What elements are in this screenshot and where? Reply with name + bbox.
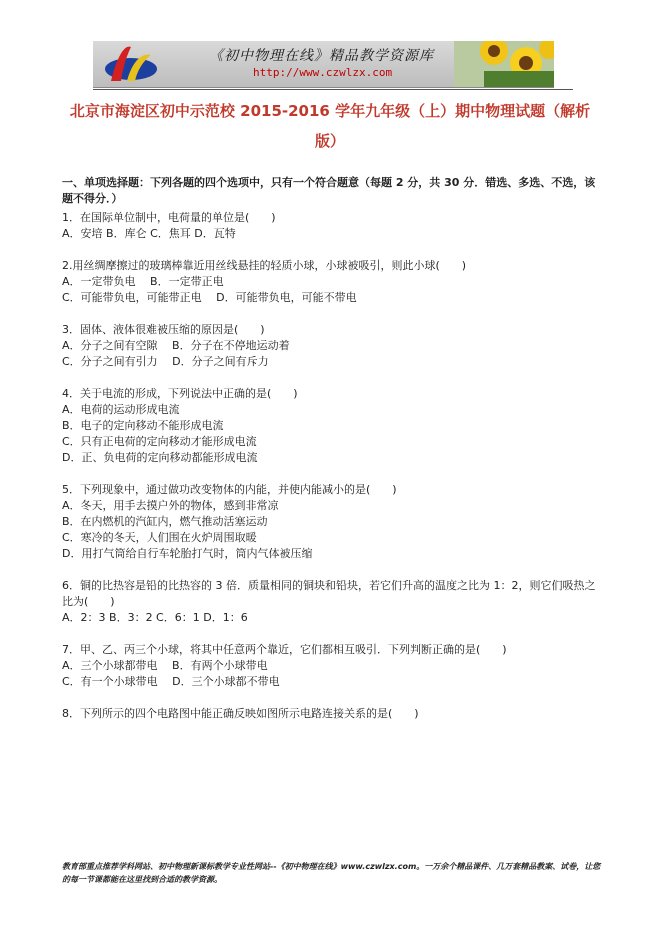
question-5 xyxy=(62,482,602,562)
question-line: 5．下列现象中，通过做功改变物体的内能，并使内能减小的是( ) xyxy=(62,483,397,496)
question-7 xyxy=(62,642,602,690)
question-line: 2.用丝绸摩擦过的玻璃棒靠近用丝线悬挂的轻质小球，小球被吸引，则此小球( ) xyxy=(62,259,467,272)
question-line: 6．铜的比热容是铅的比热容的 3 倍．质量相同的铜块和铅块，若它们升高的温度之比为 1：2，则它们吸热之比为( ) xyxy=(62,579,596,608)
question-line: C．分子之间有引力 D．分子之间有斥力 xyxy=(62,355,269,368)
site-banner xyxy=(93,41,554,88)
question-line: C．可能带负电，可能带正电 D．可能带负电，可能不带电 xyxy=(62,291,357,304)
question-line: D．用打气筒给自行车轮胎打气时，筒内气体被压缩 xyxy=(62,547,313,560)
question-line: C．寒冷的冬天，人们围在火炉周围取暖 xyxy=(62,531,257,544)
question-line: A．冬天，用手去摸户外的物体，感到非常凉 xyxy=(62,499,279,512)
question-line: C．只有正电荷的定向移动才能形成电流 xyxy=(62,435,257,448)
question-line: 4．关于电流的形成，下列说法中正确的是( ) xyxy=(62,387,298,400)
question-line: 8．下列所示的四个电路图中能正确反映如图所示电路连接关系的是( ) xyxy=(62,707,419,720)
sunflower-icon xyxy=(454,41,554,87)
banner-url[interactable]: http://www.czwlzx.com xyxy=(253,66,393,79)
question-line: A．2：3 B．3：2 C．6：1 D．1：6 xyxy=(62,611,248,624)
section-heading: 一、单项选择题：下列各题的四个选项中，只有一个符合题意（每题 2 分，共 30 分．错选、多选、不选，该题不得分．） xyxy=(62,176,596,205)
question-8 xyxy=(62,706,602,722)
question-line: C．有一个小球带电 D．三个小球都不带电 xyxy=(62,675,280,688)
question-line: A．一定带负电 B．一定带正电 xyxy=(62,275,224,288)
question-line: 3．固体、液体很难被压缩的原因是( ) xyxy=(62,323,265,336)
question-line: A．分子之间有空隙 B．分子在不停地运动着 xyxy=(62,339,290,352)
question-4 xyxy=(62,386,602,466)
question-line: 1．在国际单位制中，电荷量的单位是( ) xyxy=(62,211,276,224)
banner-site-title: 《初中物理在线》精品教学资源库 xyxy=(209,48,434,64)
question-1 xyxy=(62,210,602,242)
document-title: 北京市海淀区初中示范校 2015-2016 学年九年级（上）期中物理试题（解析版） xyxy=(69,102,591,150)
question-line: A．安培 B．库仑 C．焦耳 D．瓦特 xyxy=(62,227,236,240)
question-line: A．三个小球都带电 B．有两个小球带电 xyxy=(62,659,268,672)
question-6 xyxy=(62,578,602,626)
page-footer: 教育部重点推荐学科网站、初中物理新课标教学专业性网站--《初中物理在线》www.czwlzx.com。一万余个精品课件、几万套精品教案、试卷，让您的每一节课都能在这里找到合适的教学资源。 xyxy=(62,862,601,884)
question-line: B．在内燃机的汽缸内，燃气推动活塞运动 xyxy=(62,515,268,528)
site-logo-icon xyxy=(97,43,159,85)
question-line: 7．甲、乙、丙三个小球，将其中任意两个靠近，它们都相互吸引．下列判断正确的是( ) xyxy=(62,643,507,656)
header-divider xyxy=(93,89,573,90)
question-line: A．电荷的运动形成电流 xyxy=(62,403,180,416)
question-3 xyxy=(62,322,602,370)
question-content xyxy=(62,175,602,722)
question-line: B．电子的定向移动不能形成电流 xyxy=(62,419,224,432)
question-line: D．正、负电荷的定向移动都能形成电流 xyxy=(62,451,258,464)
question-2 xyxy=(62,258,602,306)
